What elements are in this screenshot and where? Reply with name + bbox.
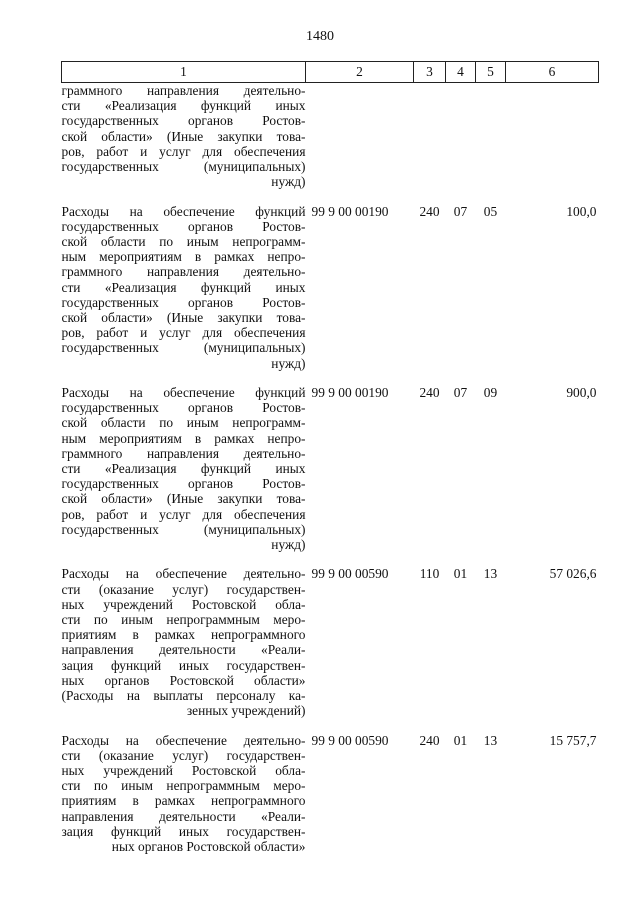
row-amount: 15 757,7 bbox=[549, 732, 597, 748]
row-subsection bbox=[476, 83, 506, 204]
table-body bbox=[62, 83, 599, 869]
row-description bbox=[62, 733, 306, 869]
description-line: государственных органов Ростов- bbox=[61, 218, 306, 234]
table-row bbox=[62, 83, 599, 204]
description-line: сти «Реализация функций иных bbox=[61, 461, 306, 477]
row-subsection: 05 bbox=[483, 203, 498, 219]
description-line: ных органов Ростовской области» bbox=[61, 672, 306, 688]
description-line: ской области по иным непрограмм- bbox=[61, 234, 306, 250]
row-amount: 57 026,6 bbox=[549, 566, 597, 582]
description-line: ской области» (Иные закупки това- bbox=[61, 491, 306, 507]
row-expense-type bbox=[414, 83, 446, 204]
row-expense-type: 110 bbox=[419, 566, 440, 582]
row-target-code: 99 9 00 00190 bbox=[311, 203, 389, 219]
description-line: сти (оказание услуг) государствен- bbox=[61, 747, 306, 763]
column-header-2: 2 bbox=[306, 62, 414, 83]
description-line: граммного направления деятельно- bbox=[61, 445, 306, 461]
description-line: сти по иным непрограммным меро- bbox=[61, 612, 306, 628]
row-subsection: 09 bbox=[483, 385, 498, 401]
description-line: ров, работ и услуг для обеспечения bbox=[61, 143, 306, 159]
table-header-row bbox=[62, 62, 599, 83]
table-row bbox=[62, 385, 599, 566]
description-line: ных учреждений Ростовской обла- bbox=[61, 763, 306, 779]
description-line: ров, работ и услуг для обеспечения bbox=[61, 325, 306, 341]
description-line: нужд) bbox=[271, 537, 306, 553]
description-line: сти (оказание услуг) государствен- bbox=[61, 581, 306, 597]
description-line: Расходы на обеспечение деятельно- bbox=[61, 732, 306, 748]
description-line: государственных органов Ростов- bbox=[61, 294, 306, 310]
description-line: государственных органов Ростов- bbox=[61, 400, 306, 416]
description-line: Расходы на обеспечение деятельно- bbox=[61, 566, 306, 582]
description-line: сти «Реализация функций иных bbox=[61, 98, 306, 114]
row-target-code bbox=[306, 83, 414, 204]
column-header-4: 4 bbox=[446, 62, 476, 83]
description-line: ров, работ и услуг для обеспечения bbox=[61, 506, 306, 522]
description-line: ным мероприятиям в рамках непро- bbox=[61, 430, 306, 446]
row-expense-type: 240 bbox=[419, 385, 440, 401]
description-line: зация функций иных государствен- bbox=[61, 823, 306, 839]
description-line: Расходы на обеспечение функций bbox=[61, 203, 306, 219]
row-expense-type: 240 bbox=[419, 732, 440, 748]
description-line: нужд) bbox=[271, 174, 306, 190]
description-line: государственных (муниципальных) bbox=[61, 521, 306, 537]
row-subsection: 13 bbox=[483, 732, 498, 748]
row-amount: 100,0 bbox=[566, 203, 597, 219]
description-line: ным мероприятиям в рамках непро- bbox=[61, 249, 306, 265]
row-expense-type: 240 bbox=[419, 203, 440, 219]
description-line: граммного направления деятельно- bbox=[61, 264, 306, 280]
page-number: 1480 bbox=[306, 29, 334, 44]
description-line: сти «Реализация функций иных bbox=[61, 279, 306, 295]
description-line: сти по иным непрограммным меро- bbox=[61, 778, 306, 794]
row-description bbox=[62, 83, 306, 204]
column-header-1: 1 bbox=[62, 62, 306, 83]
description-line: государственных (муниципальных) bbox=[61, 159, 306, 175]
row-amount bbox=[506, 83, 599, 204]
row-subsection: 13 bbox=[483, 566, 498, 582]
row-description bbox=[62, 385, 306, 566]
column-header-3: 3 bbox=[414, 62, 446, 83]
row-description bbox=[62, 566, 306, 732]
description-line: зация функций иных государствен- bbox=[61, 657, 306, 673]
table-row bbox=[62, 566, 599, 732]
description-line: приятиям в рамках непрограммного bbox=[61, 627, 306, 643]
description-line: направления деятельности «Реали- bbox=[61, 808, 306, 824]
column-header-6: 6 bbox=[506, 62, 599, 83]
budget-table bbox=[61, 61, 599, 868]
description-line: приятиям в рамках непрограммного bbox=[61, 793, 306, 809]
row-target-code: 99 9 00 00590 bbox=[311, 732, 389, 748]
row-target-code: 99 9 00 00190 bbox=[311, 385, 389, 401]
description-line: Расходы на обеспечение функций bbox=[61, 385, 306, 401]
description-line: ской области по иным непрограмм- bbox=[61, 415, 306, 431]
row-target-code: 99 9 00 00590 bbox=[311, 566, 389, 582]
description-line: зенных учреждений) bbox=[186, 703, 306, 719]
row-section: 01 bbox=[453, 732, 468, 748]
row-section: 07 bbox=[453, 203, 468, 219]
row-description bbox=[62, 204, 306, 385]
description-line: граммного направления деятельно- bbox=[61, 83, 306, 98]
description-line: государственных (муниципальных) bbox=[61, 340, 306, 356]
description-line: государственных органов Ростов- bbox=[61, 113, 306, 129]
description-line: ской области» (Иные закупки това- bbox=[61, 128, 306, 144]
description-line: государственных органов Ростов- bbox=[61, 476, 306, 492]
description-line: ской области» (Иные закупки това- bbox=[61, 310, 306, 326]
table-row bbox=[62, 733, 599, 869]
row-section: 01 bbox=[453, 566, 468, 582]
description-line: ных органов Ростовской области» bbox=[111, 839, 306, 855]
row-section: 07 bbox=[453, 385, 468, 401]
description-line: (Расходы на выплаты персоналу ка- bbox=[61, 688, 306, 704]
column-header-5: 5 bbox=[476, 62, 506, 83]
table-row bbox=[62, 204, 599, 385]
description-line: направления деятельности «Реали- bbox=[61, 642, 306, 658]
row-section bbox=[446, 83, 476, 204]
description-line: ных учреждений Ростовской обла- bbox=[61, 596, 306, 612]
description-line: нужд) bbox=[271, 355, 306, 371]
row-amount: 900,0 bbox=[566, 385, 597, 401]
